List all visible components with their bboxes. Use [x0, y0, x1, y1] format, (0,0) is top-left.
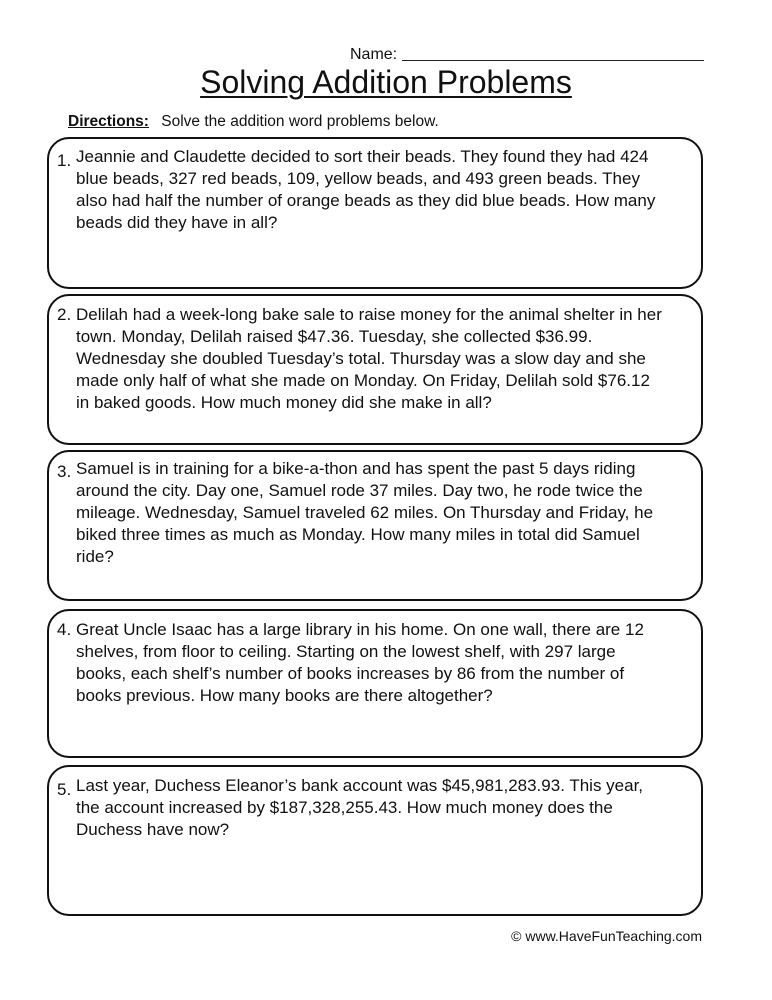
- problem-box-1[interactable]: [47, 137, 703, 289]
- name-label: Name:: [350, 46, 398, 63]
- problem-number: 4.: [57, 620, 72, 639]
- page-title: [0, 64, 772, 100]
- problem-text: Samuel is in training for a bike-a-thon and has spent the past 5 days riding around the city. Day one, Samuel rode 37 miles. Day two, he rode twice the mileage. Wednesday, Samuel traveled 62 miles. On Thursday and Friday, he biked three times as much as Monday. How many miles in total did Samuel ride?: [76, 459, 654, 566]
- name-field-row: [350, 44, 710, 66]
- problem-number: 3.: [57, 462, 72, 481]
- name-blank-line[interactable]: [402, 60, 704, 61]
- directions-label: Directions:: [68, 113, 149, 130]
- problem-box-3[interactable]: [47, 450, 703, 601]
- page-title-text: Solving Addition Problems: [200, 64, 572, 100]
- problem-text: Jeannie and Claudette decided to sort their beads. They found they had 424 blue beads, 327 red beads, 109, yellow beads, and 493 green beads. They also had half the number of orange beads as they did blue beads. How many beads did they have in all?: [76, 147, 656, 232]
- problem-text: Last year, Duchess Eleanor’s bank account was $45,981,283.93. This year, the account increased by $187,328,255.43. How much money does the Duchess have now?: [76, 776, 644, 839]
- problem-box-4[interactable]: [47, 609, 703, 758]
- directions: [68, 112, 439, 132]
- footer-copyright: © www.HaveFunTeaching.com: [511, 928, 702, 944]
- problem-number: 2.: [57, 305, 72, 324]
- problem-box-5[interactable]: [47, 765, 703, 916]
- directions-text: Solve the addition word problems below.: [161, 113, 439, 130]
- problem-text: Delilah had a week-long bake sale to raise money for the animal shelter in her town. Monday, Delilah raised $47.36. Tuesday, she collected $36.99. Wednesday she doubled Tuesday’s total. Thursday was a slow day and she made only half of what she made on Monday. On Friday, Delilah sold $76.12 in baked goods. How much money did she make in all?: [76, 305, 662, 412]
- problem-text: Great Uncle Isaac has a large library in his home. On one wall, there are 12 shelves, from floor to ceiling. Starting on the lowest shelf, with 297 large books, each shelf’s number of books increases by 86 from the number of books previous. How many books are there altogether?: [76, 620, 644, 705]
- problem-number: 1.: [57, 151, 72, 170]
- problem-number: 5.: [57, 780, 72, 799]
- problem-box-2[interactable]: [47, 294, 703, 445]
